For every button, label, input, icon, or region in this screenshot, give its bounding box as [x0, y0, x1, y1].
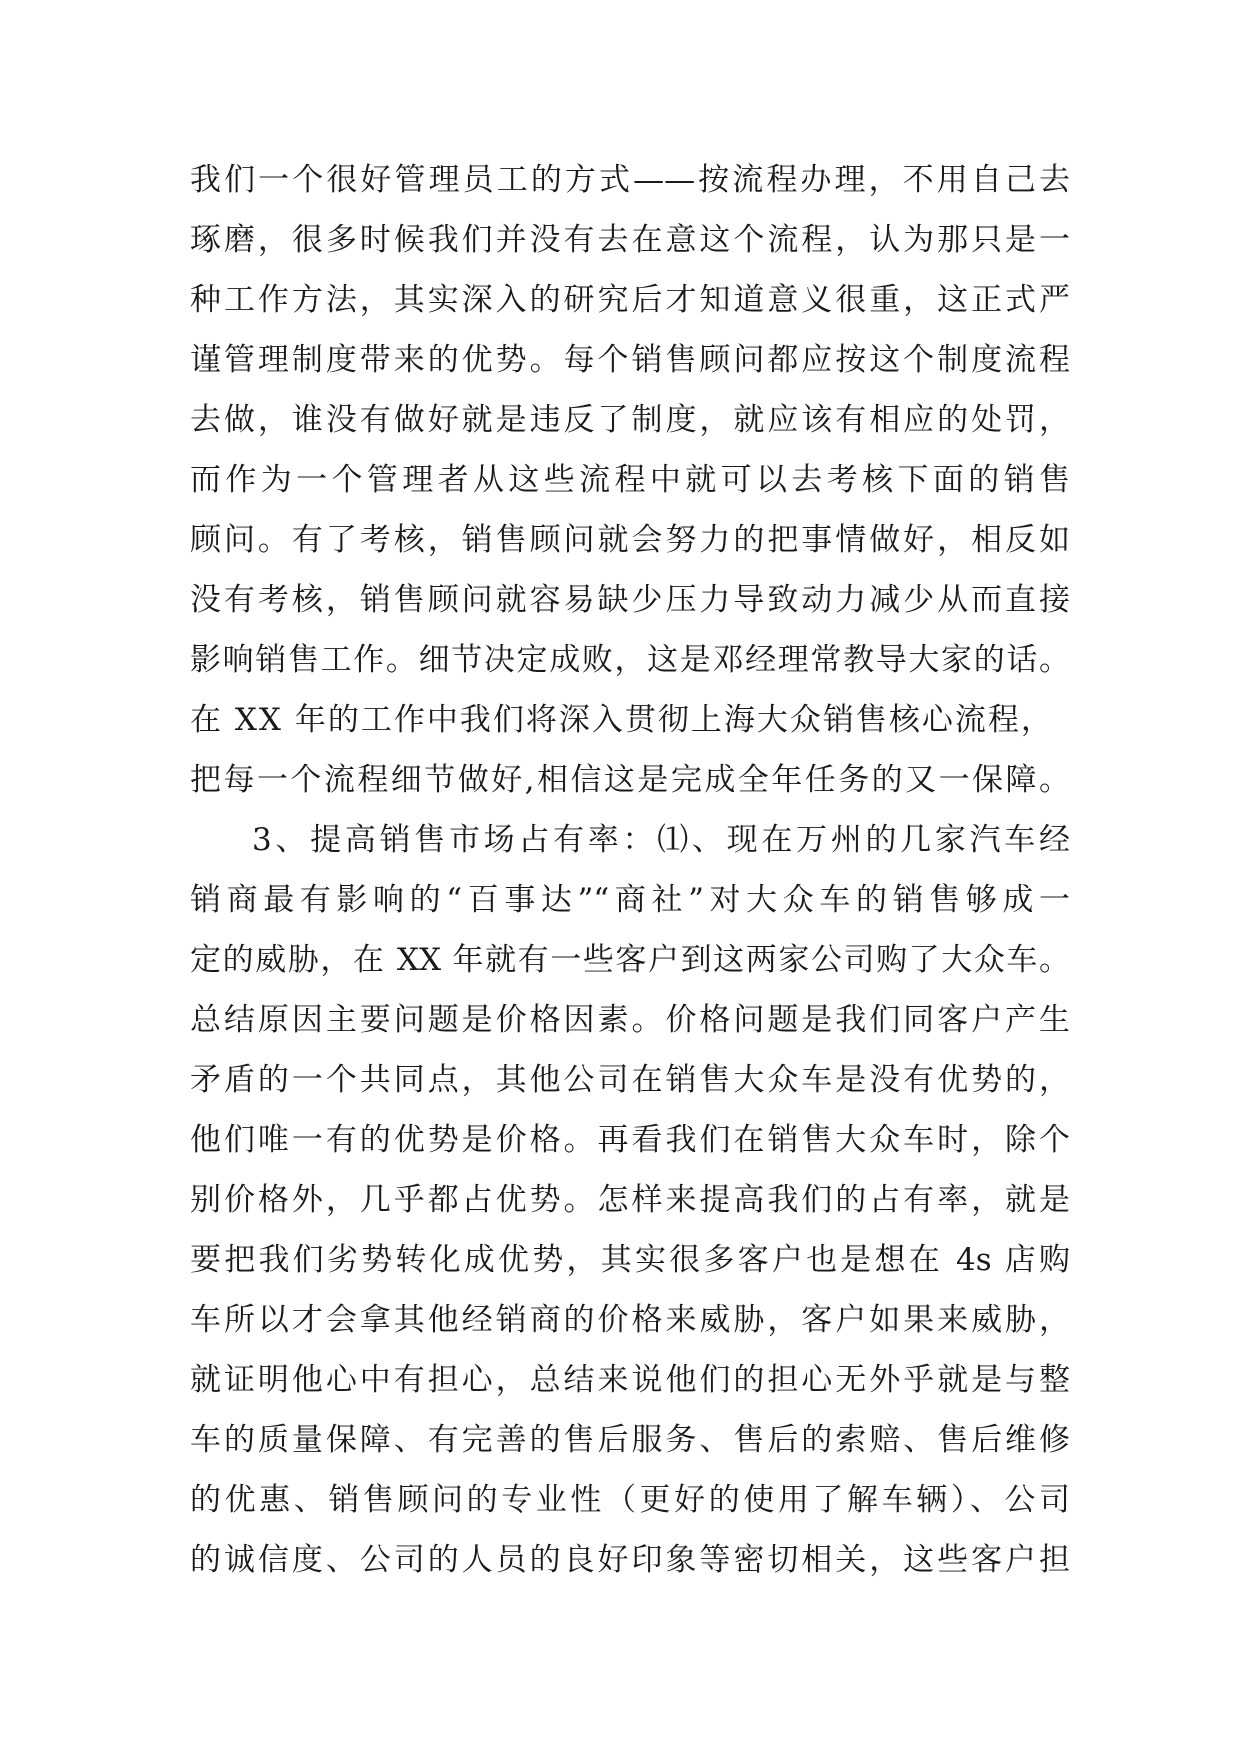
- text-line: 定的威胁，在 XX 年就有一些客户到这两家公司购了大众车。: [190, 942, 1070, 978]
- text-line: 总结原因主要问题是价格因素。价格问题是我们同客户产生: [190, 1002, 1070, 1038]
- text-line: 而作为一个管理者从这些流程中就可以去考核下面的销售: [190, 462, 1070, 498]
- text-line: 我们一个很好管理员工的方式——按流程办理，不用自己去: [190, 162, 1070, 198]
- text-line: 车所以才会拿其他经销商的价格来威胁，客户如果来威胁，: [190, 1302, 1070, 1338]
- text-line: 矛盾的一个共同点，其他公司在销售大众车是没有优势的，: [190, 1062, 1070, 1098]
- text-line: 影响销售工作。细节决定成败，这是邓经理常教导大家的话。: [190, 642, 1070, 678]
- text-line: 顾问。有了考核，销售顾问就会努力的把事情做好，相反如: [190, 522, 1070, 558]
- text-line: 种工作方法，其实深入的研究后才知道意义很重，这正式严: [190, 282, 1070, 318]
- text-line: 就证明他心中有担心，总结来说他们的担心无外乎就是与整: [190, 1362, 1070, 1398]
- text-line: 没有考核，销售顾问就容易缺少压力导致动力减少从而直接: [190, 582, 1070, 618]
- text-line: 别价格外，几乎都占优势。怎样来提高我们的占有率，就是: [190, 1182, 1070, 1218]
- text-line: 在 XX 年的工作中我们将深入贯彻上海大众销售核心流程，: [190, 702, 1054, 738]
- text-line: 去做，谁没有做好就是违反了制度，就应该有相应的处罚，: [190, 402, 1070, 438]
- text-line: 谨管理制度带来的优势。每个销售顾问都应按这个制度流程: [190, 342, 1070, 378]
- text-line: 车的质量保障、有完善的售后服务、售后的索赔、售后维修: [190, 1422, 1070, 1458]
- text-line: 要把我们劣势转化成优势，其实很多客户也是想在 4s 店购: [190, 1242, 1070, 1278]
- text-line: 的诚信度、公司的人员的良好印象等密切相关，这些客户担: [190, 1542, 1070, 1578]
- text-line: 的优惠、销售顾问的专业性（更好的使用了解车辆）、公司: [190, 1482, 1070, 1518]
- text-line: 销商最有影响的“百事达”“商社”对大众车的销售够成一: [190, 882, 1070, 918]
- text-line: 把每一个流程细节做好,相信这是完成全年任务的又一保障。: [190, 762, 1070, 798]
- text-line: 琢磨，很多时候我们并没有去在意这个流程，认为那只是一: [190, 222, 1070, 258]
- body-text: [190, 150, 1070, 1590]
- text-line: 他们唯一有的优势是价格。再看我们在销售大众车时，除个: [190, 1122, 1070, 1158]
- paragraph-start-line: 3、提高销售市场占有率：⑴、现在万州的几家汽车经: [252, 822, 1070, 858]
